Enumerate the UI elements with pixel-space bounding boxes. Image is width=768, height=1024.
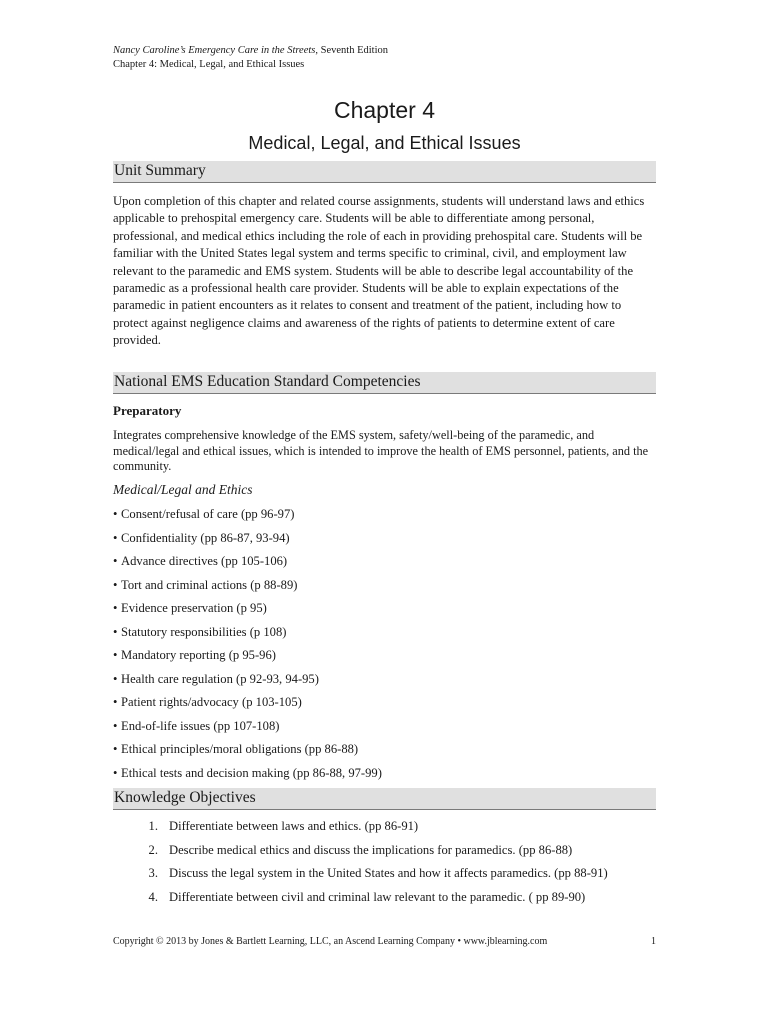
page-footer xyxy=(113,935,656,949)
objective-text: Differentiate between laws and ethics. (pp 86-91) xyxy=(169,819,419,833)
bullet-icon: • xyxy=(113,718,118,733)
objective-item xyxy=(113,818,656,842)
objective-text: Describe medical ethics and discuss the implications for paramedics. (pp 86-88) xyxy=(169,842,573,857)
list-item-text: Patient rights/advocacy (p 103-105) xyxy=(121,695,302,709)
list-item-text: Advance directives (pp 105-106) xyxy=(121,554,288,568)
list-item-text: Statutory responsibilities (p 108) xyxy=(121,624,287,639)
list-item-text: Ethical principles/moral obligations (pp 86-88) xyxy=(121,742,359,756)
chapter-number: Chapter 4 xyxy=(333,97,435,123)
bullet-icon: • xyxy=(113,765,118,780)
preparatory-text: Integrates comprehensive knowledge of the EMS system, safety/well-being of the paramedic, and medical/legal and ethical issues, which is intended to improve the health of EMS personnel, patients, and the community. xyxy=(113,428,649,474)
objectives-list xyxy=(113,818,656,912)
unit-summary-heading: Unit Summary xyxy=(113,161,656,183)
objective-text: Discuss the legal system in the United States and how it affects paramedics. (pp 88-91) xyxy=(169,866,608,881)
list-item-text: Confidentiality (pp 86-87, 93-94) xyxy=(121,530,290,545)
list-item xyxy=(113,718,656,742)
bullet-icon: • xyxy=(113,577,118,592)
objective-text: Differentiate between civil and criminal law relevant to the paramedic. ( pp 89-90) xyxy=(169,889,586,904)
topic-heading: Medical/Legal and Ethics xyxy=(113,482,253,497)
list-item xyxy=(113,647,656,671)
list-item-text: Mandatory reporting (p 95-96) xyxy=(121,648,276,662)
page-number: 1 xyxy=(651,936,656,947)
list-item xyxy=(113,694,656,718)
knowledge-objectives-heading: Knowledge Objectives xyxy=(113,788,656,810)
bullet-icon: • xyxy=(113,648,118,662)
list-item-text: Tort and criminal actions (p 88-89) xyxy=(121,577,298,592)
list-item xyxy=(113,741,656,765)
document-page xyxy=(113,0,656,1024)
list-item-text: End-of-life issues (pp 107-108) xyxy=(121,718,280,733)
edition: , Seventh Edition xyxy=(315,45,389,56)
objective-number: 2. xyxy=(148,842,158,857)
objective-number: 3. xyxy=(148,866,158,881)
list-item xyxy=(113,765,656,789)
objective-number: 1. xyxy=(148,819,158,833)
bullet-icon: • xyxy=(113,671,118,686)
objective-item xyxy=(113,865,656,889)
list-item xyxy=(113,530,656,554)
running-head xyxy=(113,44,388,72)
competency-list xyxy=(113,506,656,788)
list-item xyxy=(113,624,656,648)
preparatory-subheading: Preparatory xyxy=(113,403,182,418)
list-item xyxy=(113,577,656,601)
bullet-icon: • xyxy=(113,507,118,521)
list-item-text: Ethical tests and decision making (pp 86-88, 97-99) xyxy=(121,765,382,780)
unit-summary-text: Upon completion of this chapter and related course assignments, students will understand laws and ethics applicable to prehospital emergency care. Students will be able to differentiate among personal, professional, and medical ethics including the role of each in providing prehospital care. Students will be familiar with the United States legal system and terms specific to criminal, civil, and employment law relevant to the paramedic and EMS system. Students will be able to describe legal accountability of the paramedic as a professional health care provider. Students will be able to explain expectations of the paramedic in patient encounters as it relates to consent and treatment of the patient, including how to protect against negligence claims and awareness of the rights of patients to determine extent of care provided. xyxy=(113,194,645,348)
bullet-icon: • xyxy=(113,742,118,756)
objective-item xyxy=(113,842,656,866)
list-item-text: Health care regulation (p 92-93, 94-95) xyxy=(121,671,319,686)
chapter-title: Medical, Legal, and Ethical Issues xyxy=(248,133,521,153)
objective-number: 4. xyxy=(148,889,158,904)
copyright-notice: Copyright © 2013 by Jones & Bartlett Learning, LLC, an Ascend Learning Company • www.jblearning.com xyxy=(113,936,548,947)
list-item xyxy=(113,553,656,577)
running-head-chapter-line: Chapter 4: Medical, Legal, and Ethical Issues xyxy=(113,59,305,70)
bullet-icon: • xyxy=(113,530,118,545)
bullet-icon: • xyxy=(113,554,118,568)
running-head-book-line xyxy=(113,44,388,58)
list-item xyxy=(113,671,656,695)
book-title: Nancy Caroline’s Emergency Care in the Streets xyxy=(113,45,316,56)
competencies-heading: National EMS Education Standard Competencies xyxy=(113,372,656,394)
list-item xyxy=(113,600,656,624)
bullet-icon: • xyxy=(113,624,118,639)
list-item-text: Consent/refusal of care (pp 96-97) xyxy=(121,507,295,521)
objective-item xyxy=(113,889,656,913)
list-item xyxy=(113,506,656,530)
bullet-icon: • xyxy=(113,601,118,615)
list-item-text: Evidence preservation (p 95) xyxy=(121,601,267,615)
bullet-icon: • xyxy=(113,695,118,709)
